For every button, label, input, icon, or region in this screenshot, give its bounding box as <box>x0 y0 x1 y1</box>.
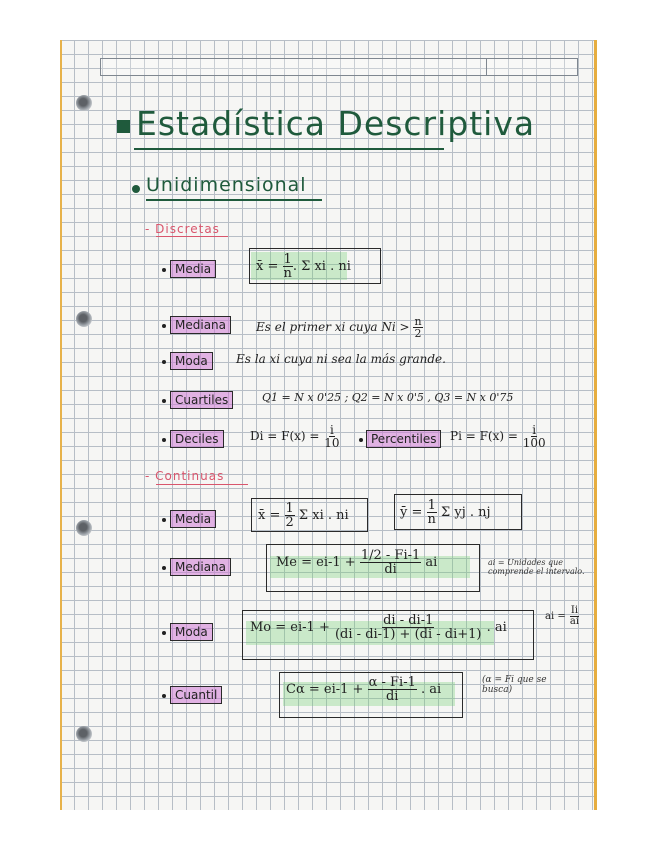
formula-cuantil: Cα = ei-1 + $\frac{\alpha - Fi-1}{di}$ . ai <box>286 675 442 704</box>
formula-media-continua-y: ȳ = $\frac{1}{n}$ Σ yj . nj <box>400 498 491 527</box>
binder-hole <box>76 311 92 327</box>
section-heading: Unidimensional <box>146 174 307 196</box>
formula-mediana-continua: Me = ei-1 + $\frac{1/2 - Fi-1}{di}$ ai <box>276 548 438 577</box>
label-deciles: Deciles <box>170 430 224 448</box>
list-bullet <box>162 399 166 403</box>
text-mediana-discreta: Es el primer xi cuya Ni > $\frac{n}{2}$ <box>256 315 422 340</box>
note-ai-moda: ai = $\frac{Ii}{ai}$ <box>545 605 580 627</box>
subheading-underline <box>156 236 228 237</box>
title-underline <box>134 148 444 150</box>
binder-hole <box>76 95 92 111</box>
formula-moda-continua: Mo = ei-1 + $\frac{di - di-1}{(di - di-1) + (di - di+1)}$ . ai <box>250 613 507 642</box>
label-media-continua: Media <box>170 510 216 528</box>
list-bullet <box>162 438 166 442</box>
list-bullet <box>162 694 166 698</box>
formula-media-discreta: x̄ = $\frac{1}{n}$ . Σ xi . ni <box>256 252 351 281</box>
list-bullet <box>162 566 166 570</box>
text-moda-discreta: Es la xi cuya ni sea la más grande. <box>236 352 446 366</box>
list-bullet <box>162 268 166 272</box>
label-cuantil: Cuantil <box>170 686 222 704</box>
section-underline <box>146 199 322 201</box>
list-bullet <box>162 324 166 328</box>
formula-deciles: Di = F(x) = $\frac{i}{10}$ <box>250 423 340 450</box>
label-moda: Moda <box>170 352 213 370</box>
page-title: Estadística Descriptiva <box>136 104 536 143</box>
list-bullet <box>162 631 166 635</box>
header-box <box>100 58 578 76</box>
subheading-continuas: - Continuas <box>145 469 225 483</box>
list-bullet <box>162 518 166 522</box>
list-bullet <box>162 360 166 364</box>
binder-hole <box>76 520 92 536</box>
label-mediana: Mediana <box>170 316 231 334</box>
text-cuartiles: Q1 = N x 0'25 ; Q2 = N x 0'5 , Q3 = N x 0'75 <box>262 391 514 404</box>
label-percentiles: Percentiles <box>366 430 441 448</box>
label-mediana-continua: Mediana <box>170 558 231 576</box>
formula-percentiles: Pi = F(x) = $\frac{i}{100}$ <box>450 423 546 450</box>
subheading-discretas: - Discretas <box>145 222 220 236</box>
formula-media-continua-x: x̄ = $\frac{1}{2}$ Σ xi . ni <box>258 501 349 530</box>
note-ai: ai = Unidades que comprende el intervalo. <box>488 558 585 576</box>
binder-hole <box>76 726 92 742</box>
title-bullet <box>117 120 130 133</box>
label-media: Media <box>170 260 216 278</box>
note-alpha: (α = Fi que se busca) <box>482 675 547 695</box>
section-bullet <box>132 185 140 193</box>
list-bullet <box>359 438 363 442</box>
subheading-underline <box>156 484 248 485</box>
label-cuartiles: Cuartiles <box>170 391 233 409</box>
label-moda-continua: Moda <box>170 623 213 641</box>
